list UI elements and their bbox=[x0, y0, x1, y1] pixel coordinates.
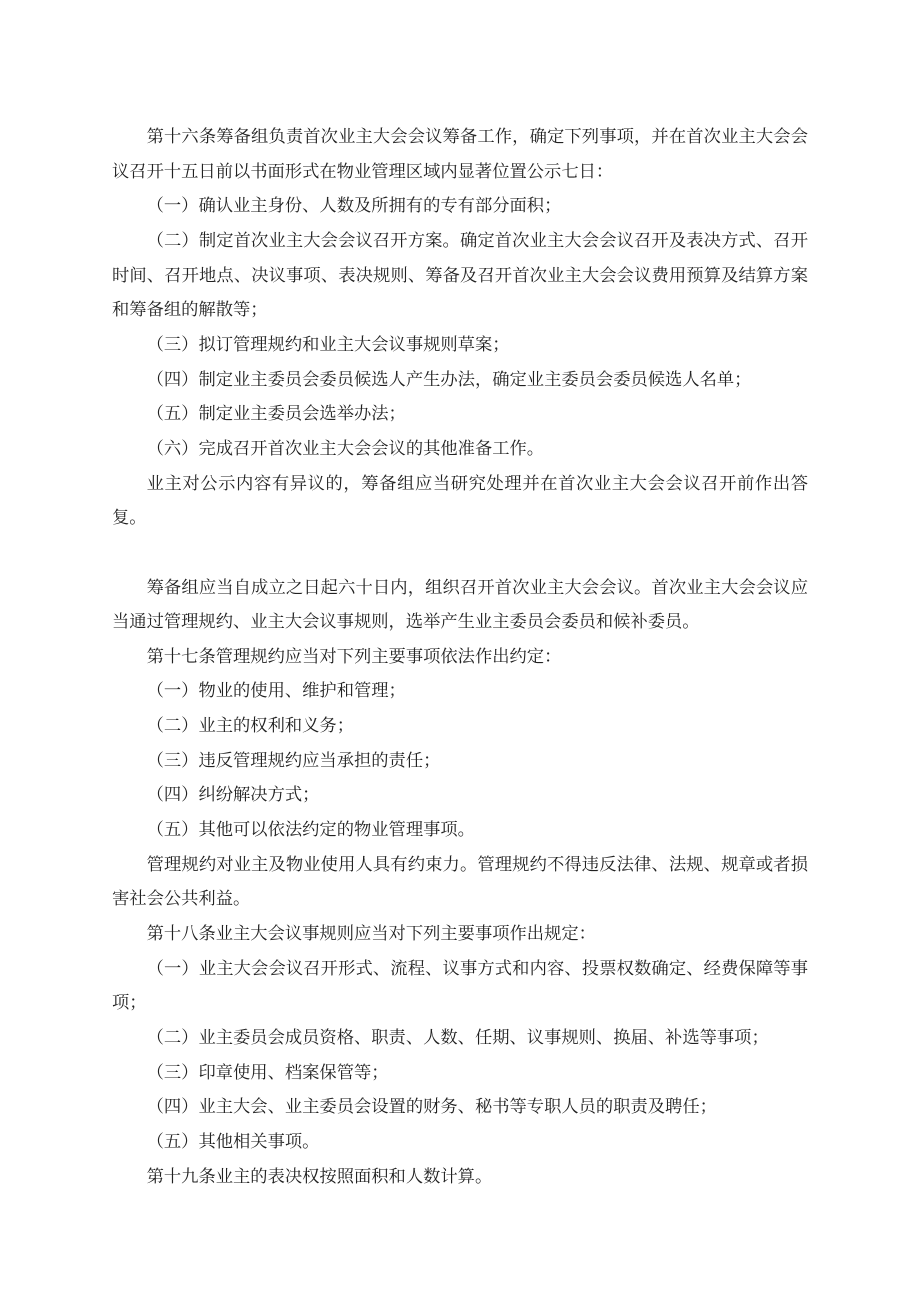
document-body bbox=[112, 120, 808, 1194]
para-article-18-item-1: （一）业主大会会议召开形式、流程、议事方式和内容、投票权数确定、经费保障等事项； bbox=[112, 958, 808, 1013]
para-article-16-item-1: （一）确认业主身份、人数及所拥有的专有部分面积； bbox=[146, 196, 562, 216]
para-article-16-item-5: （五）制定业主委员会选举办法； bbox=[146, 404, 406, 424]
para-article-18-item-5: （五）其他相关事项。 bbox=[146, 1132, 320, 1152]
para-blank-line bbox=[112, 536, 808, 571]
para-article-16-item-6: （六）完成召开首次业主大会会议的其他准备工作。 bbox=[146, 438, 545, 458]
para-first-meeting-deadline: 筹备组应当自成立之日起六十日内，组织召开首次业主大会会议。首次业主大会会议应当通过管理规约、业主大会议事规则，选举产生业主委员会委员和候补委员。 bbox=[112, 577, 808, 632]
para-article-19: 第十九条业主的表决权按照面积和人数计算。 bbox=[146, 1166, 493, 1186]
para-article-17-item-4: （四）纠纷解决方式； bbox=[146, 785, 320, 805]
para-article-16-item-2: （二）制定首次业主大会会议召开方案。确定首次业主大会会议召开及表决方式、召开时间、召开地点、决议事项、表决规则、筹备及召开首次业主大会会议费用预算及结算方案和筹备组的解散等； bbox=[112, 230, 808, 320]
para-article-17-item-3: （三）违反管理规约应当承担的责任； bbox=[146, 750, 441, 770]
para-article-18-item-2: （二）业主委员会成员资格、职责、人数、任期、议事规则、换届、补选等事项； bbox=[146, 1028, 769, 1048]
para-binding-force: 管理规约对业主及物业使用人具有约束力。管理规约不得违反法律、法规、规章或者损害社会公共利益。 bbox=[112, 854, 808, 909]
para-article-17: 第十七条管理规约应当对下列主要事项依法作出约定： bbox=[146, 646, 562, 666]
para-article-16: 第十六条筹备组负责首次业主大会会议筹备工作，确定下列事项，并在首次业主大会会议召开十五日前以书面形式在物业管理区域内显著位置公示七日： bbox=[112, 127, 808, 181]
para-article-17-item-5: （五）其他可以依法约定的物业管理事项。 bbox=[146, 820, 475, 840]
para-article-16-item-3: （三）拟订管理规约和业主大会议事规则草案； bbox=[146, 334, 510, 354]
para-article-17-item-1: （一）物业的使用、维护和管理； bbox=[146, 681, 406, 701]
para-objection-reply: 业主对公示内容有异议的，筹备组应当研究处理并在首次业主大会会议召开前作出答复。 bbox=[112, 473, 808, 528]
para-article-18: 第十八条业主大会议事规则应当对下列主要事项作出规定： bbox=[146, 924, 596, 944]
para-article-18-item-3: （三）印章使用、档案保管等； bbox=[146, 1062, 389, 1082]
para-article-16-item-4: （四）制定业主委员会委员候选人产生办法，确定业主委员会委员候选人名单； bbox=[146, 369, 752, 389]
para-article-18-item-4: （四）业主大会、业主委员会设置的财务、秘书等专职人员的职责及聘任； bbox=[146, 1097, 717, 1117]
para-article-17-item-2: （二）业主的权利和义务； bbox=[146, 716, 354, 736]
